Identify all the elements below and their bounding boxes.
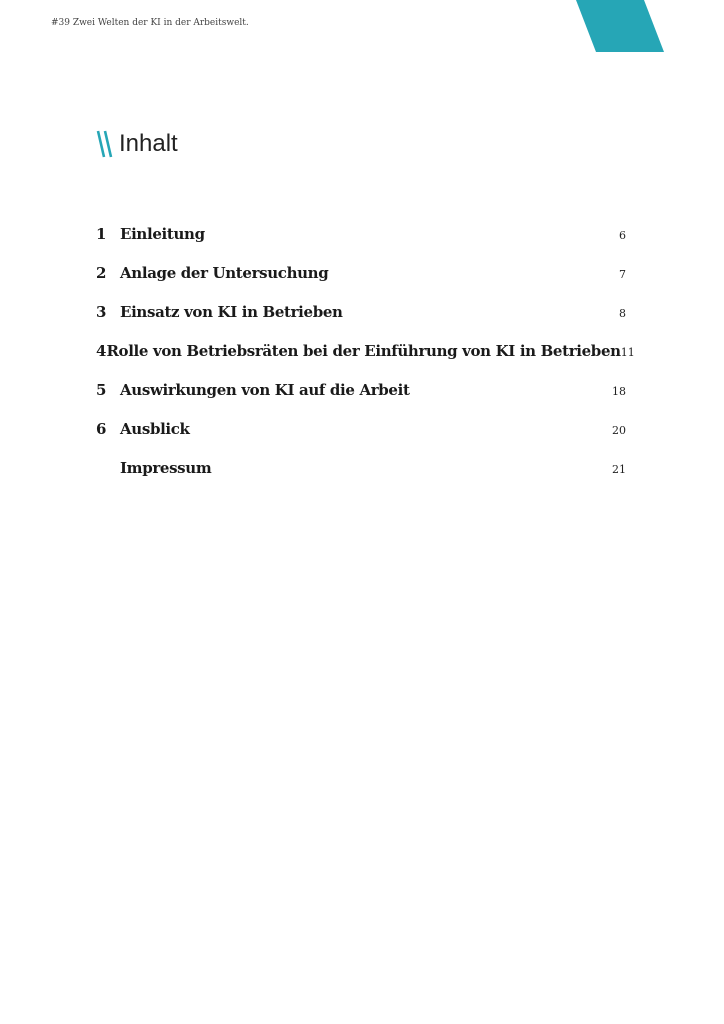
toc-entry-number: 3 xyxy=(96,302,107,321)
toc-entry-page: 11 xyxy=(620,345,635,359)
toc-entry-number: 4 xyxy=(96,341,107,360)
toc-entry[interactable] xyxy=(96,214,626,253)
toc-entry-label: Auswirkungen von KI auf die Arbeit xyxy=(120,380,410,399)
toc-entry[interactable] xyxy=(96,331,635,370)
toc-entry-page: 18 xyxy=(612,384,626,398)
toc-entry[interactable] xyxy=(96,370,626,409)
toc-entry[interactable] xyxy=(96,448,626,487)
toc-entry-number: 6 xyxy=(96,419,107,438)
toc-entry-number: 2 xyxy=(96,263,107,282)
toc-entry-page: 20 xyxy=(612,423,626,437)
toc-entry[interactable] xyxy=(96,292,626,331)
toc-entry-label: Anlage der Untersuchung xyxy=(120,263,329,282)
toc-entry-page: 21 xyxy=(612,462,626,476)
toc-entry-number: 1 xyxy=(96,224,107,243)
toc-entry-label: Rolle von Betriebsräten bei der Einführung von KI in Betrieben xyxy=(106,341,621,360)
toc-heading xyxy=(96,128,178,160)
corner-accent-shape xyxy=(576,0,666,54)
toc-entry-label: Ausblick xyxy=(120,419,190,438)
toc-entry-label: Impressum xyxy=(120,458,212,477)
toc-list xyxy=(96,214,635,487)
toc-entry[interactable] xyxy=(96,409,626,448)
toc-entry-page: 7 xyxy=(619,267,626,281)
toc-entry[interactable] xyxy=(96,253,626,292)
toc-entry-number: 5 xyxy=(96,380,107,399)
toc-entry-label: Einleitung xyxy=(120,224,205,243)
toc-entry-page: 6 xyxy=(619,228,626,242)
running-header: #39 Zwei Welten der KI in der Arbeitswelt. xyxy=(51,18,249,28)
toc-entry-page: 8 xyxy=(619,306,626,320)
toc-entry-label: Einsatz von KI in Betrieben xyxy=(120,302,343,321)
toc-title: Inhalt xyxy=(119,130,178,157)
double-slash-icon xyxy=(96,129,116,159)
